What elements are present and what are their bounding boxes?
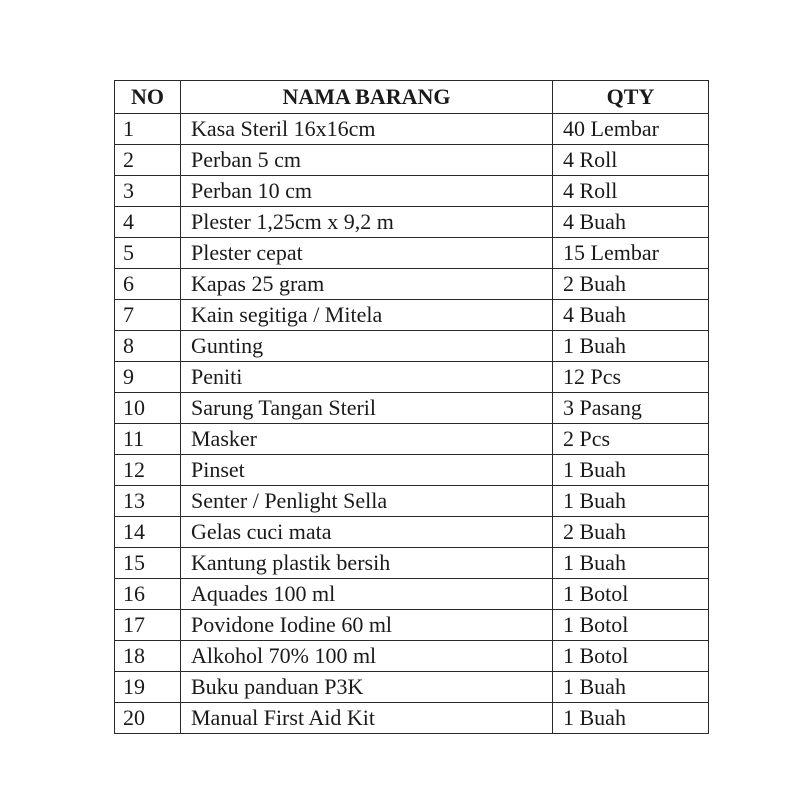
table-row [115,641,709,672]
row-no: 16 [115,579,181,610]
table-row [115,672,709,703]
table-row [115,145,709,176]
table-row [115,362,709,393]
row-qty: 15 Lembar [553,238,709,269]
row-no: 5 [115,238,181,269]
row-item-name: Peniti [181,362,553,393]
row-item-name: Plester cepat [181,238,553,269]
table-row [115,238,709,269]
row-no: 9 [115,362,181,393]
row-qty: 40 Lembar [553,114,709,145]
row-item-name: Manual First Aid Kit [181,703,553,734]
row-item-name: Kasa Steril 16x16cm [181,114,553,145]
row-item-name: Plester 1,25cm x 9,2 m [181,207,553,238]
row-item-name: Alkohol 70% 100 ml [181,641,553,672]
row-qty: 3 Pasang [553,393,709,424]
row-qty: 4 Roll [553,176,709,207]
row-qty: 1 Buah [553,455,709,486]
table-row [115,393,709,424]
row-no: 4 [115,207,181,238]
row-item-name: Gunting [181,331,553,362]
table-row [115,207,709,238]
row-item-name: Perban 10 cm [181,176,553,207]
row-qty: 1 Buah [553,331,709,362]
row-qty: 4 Roll [553,145,709,176]
table-row [115,176,709,207]
row-qty: 1 Buah [553,486,709,517]
row-no: 19 [115,672,181,703]
row-no: 14 [115,517,181,548]
row-no: 1 [115,114,181,145]
row-no: 10 [115,393,181,424]
table-row [115,548,709,579]
row-qty: 1 Buah [553,703,709,734]
row-no: 12 [115,455,181,486]
table-row [115,331,709,362]
header-qty: QTY [553,81,709,114]
table-row [115,300,709,331]
table-row [115,610,709,641]
row-item-name: Aquades 100 ml [181,579,553,610]
row-no: 11 [115,424,181,455]
table-row [115,579,709,610]
table-row [115,486,709,517]
table-row [115,703,709,734]
table-row [115,424,709,455]
row-qty: 1 Botol [553,579,709,610]
row-no: 8 [115,331,181,362]
row-no: 2 [115,145,181,176]
row-item-name: Buku panduan P3K [181,672,553,703]
first-aid-items-table [114,80,709,734]
row-qty: 12 Pcs [553,362,709,393]
row-qty: 2 Buah [553,269,709,300]
row-qty: 4 Buah [553,207,709,238]
row-no: 3 [115,176,181,207]
row-item-name: Masker [181,424,553,455]
row-item-name: Povidone Iodine 60 ml [181,610,553,641]
row-no: 20 [115,703,181,734]
header-item-name: NAMA BARANG [181,81,553,114]
row-item-name: Gelas cuci mata [181,517,553,548]
table-header-row [115,81,709,114]
row-item-name: Kantung plastik bersih [181,548,553,579]
table-row [115,114,709,145]
row-qty: 4 Buah [553,300,709,331]
table-row [115,455,709,486]
row-no: 18 [115,641,181,672]
header-no: NO [115,81,181,114]
table-row [115,269,709,300]
row-item-name: Perban 5 cm [181,145,553,176]
row-qty: 1 Botol [553,610,709,641]
row-qty: 2 Pcs [553,424,709,455]
row-no: 7 [115,300,181,331]
row-qty: 2 Buah [553,517,709,548]
row-item-name: Kain segitiga / Mitela [181,300,553,331]
table-row [115,517,709,548]
row-item-name: Pinset [181,455,553,486]
row-no: 17 [115,610,181,641]
row-qty: 1 Botol [553,641,709,672]
row-item-name: Kapas 25 gram [181,269,553,300]
row-qty: 1 Buah [553,548,709,579]
row-no: 6 [115,269,181,300]
row-no: 13 [115,486,181,517]
row-item-name: Sarung Tangan Steril [181,393,553,424]
row-item-name: Senter / Penlight Sella [181,486,553,517]
row-qty: 1 Buah [553,672,709,703]
row-no: 15 [115,548,181,579]
